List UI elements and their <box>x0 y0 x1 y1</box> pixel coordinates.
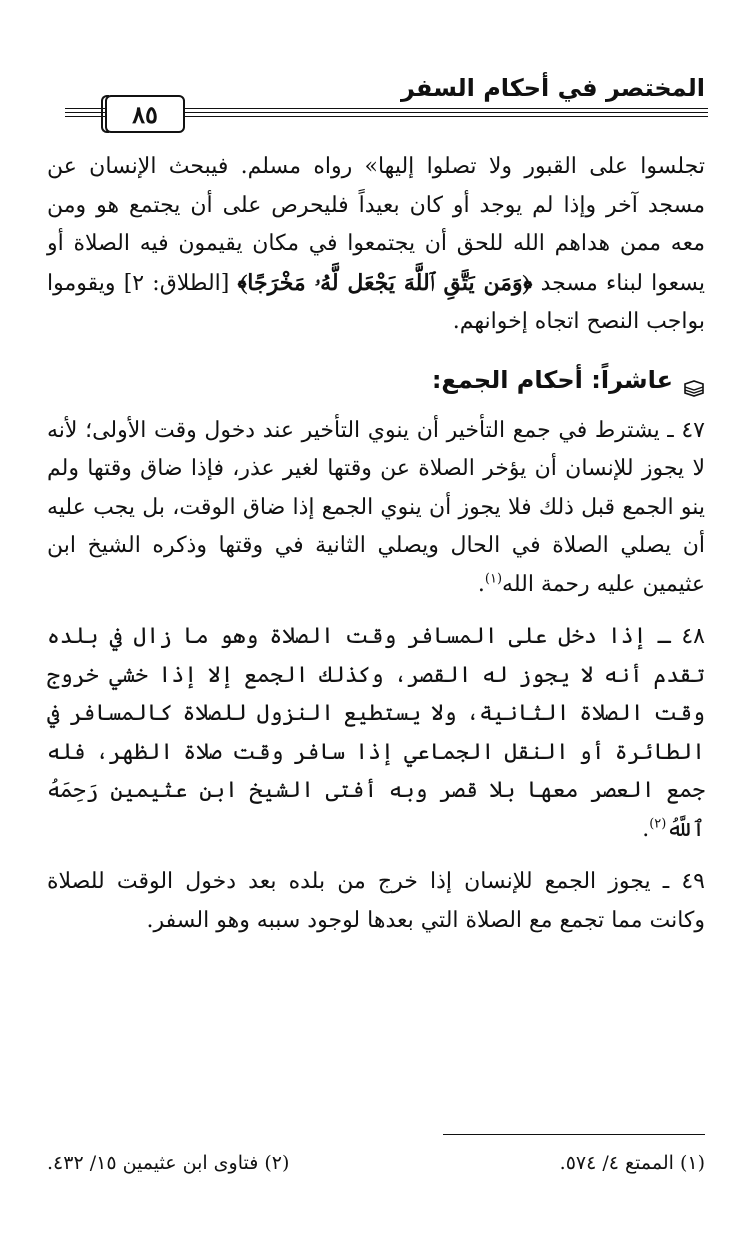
footnote-ref-2: (٢) <box>649 816 667 832</box>
paragraph-47-text: ٤٧ ـ يشترط في جمع التأخير أن ينوي التأخير عند دخول وقت الأولى؛ لأنه لا يجوز للإنسان أن يؤخر الصلاة عن وقتها لغير عذر، فإذا ضاق وقتها ولم ينو الجمع قبل ذلك فلا يجوز أن ينوي الجمع إذا ضاق الوقت، بل يجب عليه أن يصلي الصلاة في الحال ويصلي الثانية في وقتها وذكره الشيخ ابن عثيمين عليه رحمة الله <box>47 417 705 597</box>
paragraph-intro-text: تجلسوا على القبور ولا تصلوا إليها» رواه مسلم. فيبحث الإنسان عن مسجد آخر وإذا لم يوجد أو كان بعيداً فليحرص على أن يجتمع هو ومن معه ممن هداهم الله للحق أن يجتمعوا في مكان يقيمون فيه الصلاة أو يسعوا لبناء مسجد <box>47 154 705 296</box>
page-body <box>47 148 705 940</box>
page-number: ٨٥ <box>105 95 185 133</box>
paragraph-47: ٤٧ ـ يشترط في جمع التأخير أن ينوي التأخير عند دخول وقت الأولى؛ لأنه لا يجوز للإنسان أن يؤخر الصلاة عن وقتها لغير عذر، فإذا ضاق وقتها ولم ينو الجمع قبل ذلك فلا يجوز أن ينوي الجمع إذا ضاق الوقت، بل يجب عليه أن يصلي الصلاة في الحال ويصلي الثانية في وقتها وذكره الشيخ ابن عثيمين عليه رحمة الله$^{(١)}$. <box>47 417 705 597</box>
paragraph-49: ٤٩ ـ يجوز الجمع للإنسان إذا خرج من بلده بعد دخول الوقت للصلاة وكانت مما تجمع مع الصلاة التي بعدها لوجود سببه وهو السفر. <box>47 869 705 933</box>
paragraph-48-text: ٤٨ ـ إذا دخل على المسافر وقت الصلاة وهو ما زال في بلده تقدم أنه لا يجوز له القصر، وكذلك الجمع إلا إذا خشي خروج وقت الصلاة الثانية، ولا يستطيع النزول للصلاة كالمسافر في الطائرة أو النقل الجماعي إذا سافر وقت صلاة الظهر، فله جمع العصر معها بلا قصر وبه أفتى الشيخ ابن عثيمين رَحِمَهُ ٱللَّهُ <box>47 624 705 842</box>
paragraph-intro <box>47 148 705 342</box>
section-heading <box>47 362 705 398</box>
footnotes <box>47 1148 705 1178</box>
footnote-ref-1: (١) <box>484 571 503 587</box>
footnote-2: (٢) فتاوى ابن عثيمين ١٥/ ٤٣٢. <box>47 1152 290 1174</box>
book-icon <box>683 371 705 389</box>
footnote-divider <box>443 1134 705 1135</box>
paragraph-48: ٤٨ ـ إذا دخل على المسافر وقت الصلاة وهو ما زال في بلده تقدم أنه لا يجوز له القصر، وكذلك الجمع إلا إذا خشي خروج وقت الصلاة الثانية، ولا يستطيع النزول للصلاة كالمسافر في الطائرة أو النقل الجماعي إذا سافر وقت صلاة الظهر، فله جمع العصر معها بلا قصر وبه أفتى الشيخ ابن عثيمين رَحِمَهُ ٱللَّهُ$^{(٢)}$. <box>47 624 705 842</box>
paragraph-intro-end: [الطلاق: ٢] ويقوموا بواجب النصح اتجاه إخوانهم. <box>47 270 705 334</box>
running-title: المختصر في أحكام السفر <box>400 74 705 102</box>
section-heading-text: عاشراً: أحكام الجمع: <box>431 365 673 394</box>
quran-verse: ﴿وَمَن يَتَّقِ ٱللَّهَ يَجْعَل لَّهُۥ مَخْرَجًا﴾ <box>237 269 533 296</box>
footnote-1: (١) الممتع ٤/ ٥٧٤. <box>559 1152 705 1174</box>
